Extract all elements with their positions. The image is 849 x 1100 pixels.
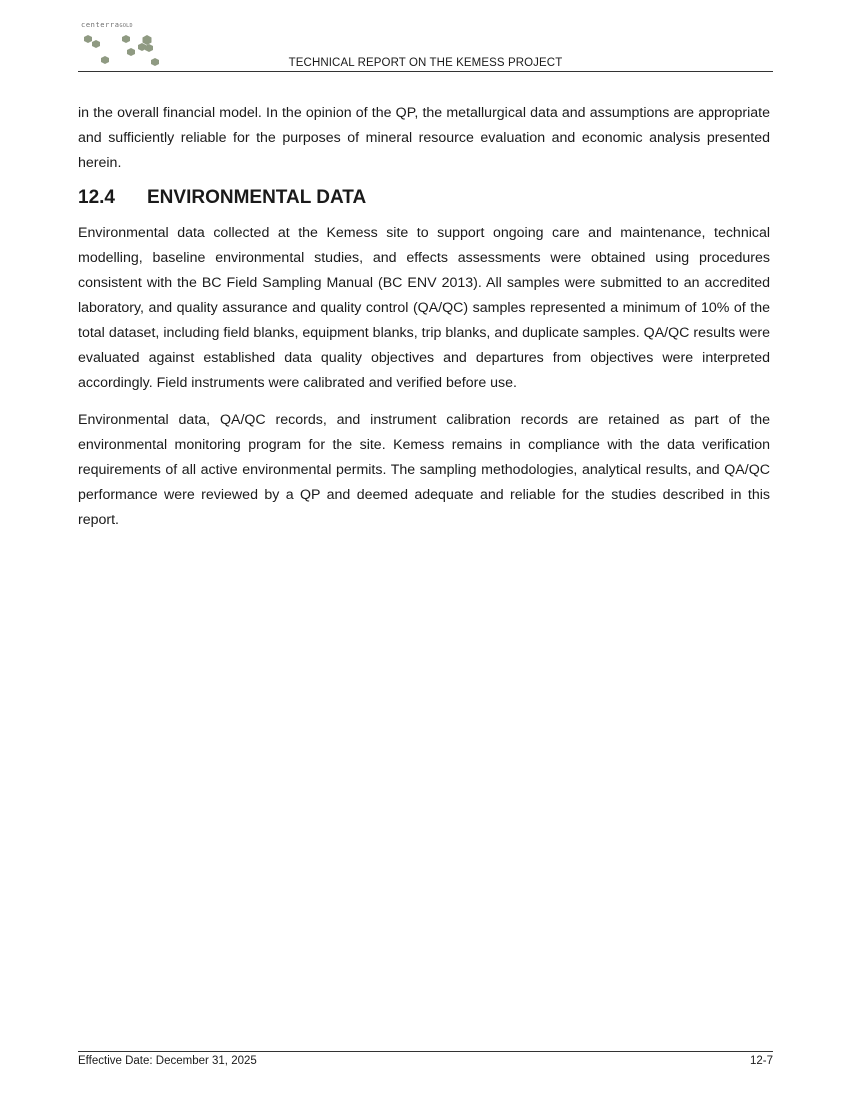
section-heading bbox=[78, 185, 770, 211]
page-number: 12-7 bbox=[749, 1055, 773, 1067]
page-header bbox=[78, 18, 773, 72]
body-paragraph: Environmental data, QA/QC records, and instrument calibration records are retained as part of the environmental monitoring program for the site. Kemess remains in compliance with the data verification requirements of all active environmental permits. The sampling methodologies, analytical results, and QA/QC performance were reviewed by a QP and deemed adequate and reliable for the studies described in this report. bbox=[78, 412, 770, 528]
report-title: TECHNICAL REPORT ON THE KEMESS PROJECT bbox=[288, 57, 563, 69]
effective-date: Effective Date: December 31, 2025 bbox=[78, 1055, 257, 1067]
body-paragraph: Environmental data collected at the Kemess site to support ongoing care and maintenance, technical modelling, baseline environmental studies, and effects assessments were obtained using procedures consistent with the BC Field Sampling Manual (BC ENV 2013). All samples were submitted to an accredited laboratory, and quality assurance and quality control (QA/QC) samples represented a minimum of 10% of the total dataset, including field blanks, equipment blanks, trip blanks, and duplicate samples. QA/QC results were evaluated against established data quality objectives and departures from objectives were interpreted accordingly. Field instruments were calibrated and verified before use. bbox=[78, 225, 770, 391]
section-number: 12.4 bbox=[78, 187, 115, 208]
section-title: ENVIRONMENTAL DATA bbox=[147, 187, 367, 208]
intro-paragraph: in the overall financial model. In the opinion of the QP, the metallurgical data and assumptions are appropriate and sufficiently reliable for the purposes of mineral resource evaluation and economic analysis presented herein. bbox=[78, 105, 770, 171]
page-footer bbox=[78, 1051, 773, 1067]
page-body bbox=[78, 101, 770, 533]
logo-wordmark: centerraGOLD bbox=[81, 21, 133, 29]
